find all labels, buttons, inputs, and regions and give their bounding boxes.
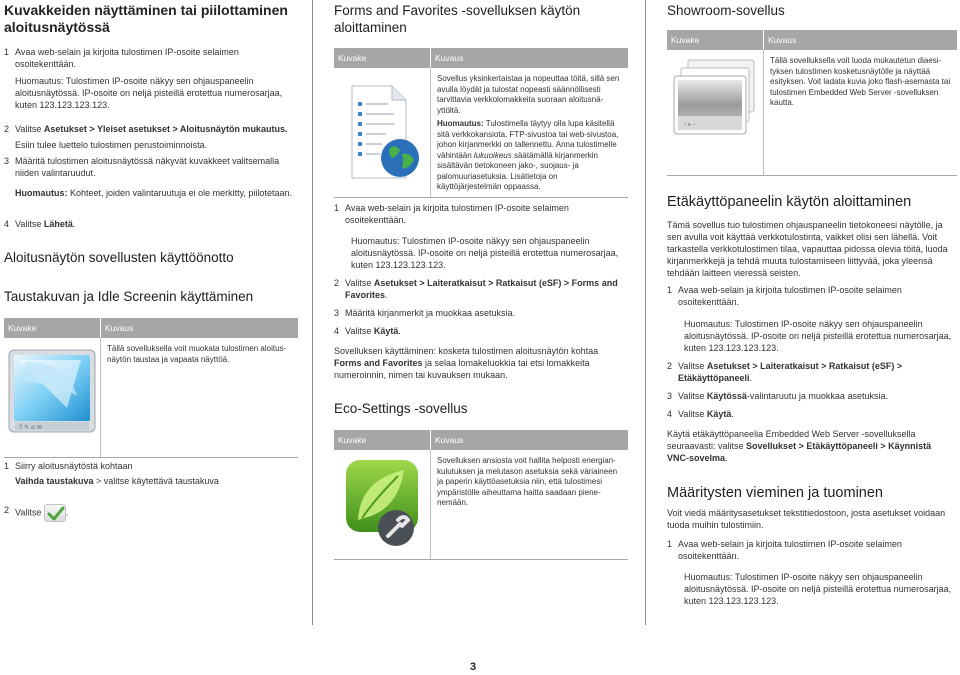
- note-ip: Huomautus: Tulostimen IP-osoite näkyy sen ohjauspaneelin aloitusnäytössä. IP-osoite on neljä pisteillä erotettua numerosarjaa, kuten 123.123.123.123.: [684, 319, 952, 353]
- step-2-subtext: Esiin tulee luettelo tulostimen perustoiminnoista.: [15, 140, 208, 150]
- table-header: [334, 48, 628, 68]
- table-row: [334, 450, 628, 560]
- table-header: [4, 318, 298, 338]
- step-number: 1: [667, 539, 673, 549]
- icon-table-showroom: [667, 30, 957, 176]
- icon-table-eco: [334, 430, 628, 560]
- step-number: 1: [4, 47, 10, 57]
- step-number: 2: [334, 278, 340, 288]
- showroom-app-icon: [667, 50, 764, 175]
- forms-step-4: [334, 325, 624, 337]
- bg-step-2: [4, 504, 124, 522]
- note-text: Kohteet, joiden valintaruutuja ei ole merkitty, piilotetaan.: [67, 188, 292, 198]
- step-number: 2: [4, 505, 10, 515]
- header-description: Kuvaus: [105, 323, 134, 333]
- section-title-forms: Forms and Favorites -sovelluksen käytön aloittaminen: [334, 3, 581, 35]
- icon-table-forms: [334, 48, 628, 198]
- note-hidden-items: [15, 187, 293, 199]
- description-note: [437, 119, 622, 193]
- menu-item: Vaihda taustakuva: [15, 476, 94, 486]
- remote-step-3: [667, 390, 955, 402]
- paragraph-text: Sovelluksen käyttäminen: kosketa tulostimen aloitusnäytön kohtaa: [334, 346, 599, 356]
- remote-step-2: [667, 360, 955, 384]
- punctuation: .: [749, 373, 753, 383]
- step-number: 2: [4, 124, 10, 134]
- section-title-showroom: Showroom-sovellus: [667, 3, 785, 18]
- note-text: säätämällä kirjanmerkin sisältävän tietokoneen jako-, suojaus- ja palomuuriasetuksia. Lisätietoja on käyttöjärjestelmän oppaassa.: [437, 150, 598, 191]
- step-number: 4: [334, 326, 340, 336]
- column-divider: [312, 0, 313, 625]
- step-text: Valitse: [345, 278, 374, 288]
- table-row: [667, 50, 957, 176]
- step-number: 4: [4, 219, 10, 229]
- punctuation: .: [65, 507, 69, 518]
- header-icon: Kuvake: [334, 430, 431, 450]
- bg-step-1-path: [15, 475, 293, 487]
- step-number: 3: [4, 156, 10, 166]
- punctuation: .: [731, 409, 734, 419]
- action-label: Lähetä: [43, 219, 73, 229]
- punctuation: .: [385, 290, 388, 300]
- svg-text:? ✎ ⌂ ✉: ? ✎ ⌂ ✉: [19, 424, 42, 431]
- note-ip: Huomautus: Tulostimen IP-osoite näkyy sen ohjauspaneelin aloitusnäytössä. IP-osoite on neljä pisteillä erotettua numerosarjaa, kuten 123.123.123.123.: [351, 236, 619, 270]
- step-text: Määritä tulostimen aloitusnäytössä näkyvät kuvakkeet valitsemalla niiden valintaruudut.: [15, 156, 280, 178]
- showroom-app-description: Tällä sovelluksella voit luoda mukautetun diaesi-tyksen tulostimen kosketusnäytölle ja näyttää esityksen. Voit ladata kuvia joko flash-asemasta tai tulostimen Embedded Web Server -sovelluksen kautta.: [770, 56, 951, 107]
- table-row: [334, 68, 628, 198]
- step-text: Valitse: [15, 219, 44, 229]
- step-3: [4, 155, 294, 179]
- section-title-remote-panel: Etäkäyttöpaneelin käytön aloittaminen: [667, 194, 912, 210]
- remote-step-1: [667, 284, 955, 308]
- paragraph-text: Käytä etäkäyttöpaneelia Embedded Web Server -sovelluksella seuraavasti: valitse: [667, 429, 916, 451]
- forms-step-1: [334, 202, 624, 226]
- menu-path: Sovellukset > Etäkäyttöpaneeli > Käynnistä VNC-sovelma: [667, 441, 932, 463]
- step-text: -valintaruutu ja muokkaa asetuksia.: [746, 391, 888, 401]
- export-step-1: [667, 538, 955, 562]
- page-number: 3: [470, 661, 477, 673]
- note-ip: Huomautus: Tulostimen IP-osoite näkyy sen ohjauspaneelin aloitusnäytössä. IP-osoite on neljä pisteillä erotettua numerosarjaa, kuten 123.123.123.123.: [15, 76, 283, 110]
- step-text: > valitse käytettävä taustakuva: [93, 476, 219, 486]
- table-header: [667, 30, 957, 50]
- eco-app-icon: [334, 450, 431, 559]
- step-text: Määritä kirjanmerkit ja muokkaa asetuksia.: [345, 308, 516, 318]
- description-text: Sovellus yksinkertaistaa ja nopeuttaa töitä, sillä sen avulla löydät ja tulostat nopeasti säännöllisesti tarvittavia verkkolomakkeita suoraan aloitusnä-yttöltä.: [437, 74, 620, 115]
- section-title-export-import: Määritysten vieminen ja tuominen: [667, 485, 883, 501]
- table-row: [4, 338, 298, 458]
- step-text: Avaa web-selain ja kirjoita tulostimen IP-osoite selaimen osoitekenttään.: [15, 47, 239, 69]
- step-number: 1: [4, 461, 10, 471]
- step-number: 4: [667, 409, 673, 419]
- checkmark-icon: [44, 504, 66, 522]
- eco-app-description: Sovelluksen ansiosta voit hallita helposti energian-kulutuksen ja melutason asetuksia sekä väriaineen ja paperin käyttöasetuksia niin, että tulostimesi ympäristölle aiheuttama haitta saadaan piene-nemään.: [437, 456, 618, 507]
- step-number: 2: [667, 361, 673, 371]
- bg-step-1: [4, 460, 294, 472]
- step-number: 3: [334, 308, 340, 318]
- section-title-eco: Eco-Settings -sovellus: [334, 401, 468, 416]
- column-divider: [645, 0, 646, 625]
- step-text: Avaa web-selain ja kirjoita tulostimen IP-osoite selaimen osoitekenttään.: [678, 539, 902, 561]
- menu-path: Asetukset > Laiteratkaisut > Ratkaisut (eSF) > Forms and Favorites: [345, 278, 618, 300]
- section-title-apps: Aloitusnäytön sovellusten käyttöönotto: [4, 250, 234, 265]
- svg-text:‹ ▸ ›: ‹ ▸ ›: [684, 121, 696, 128]
- step-text: Valitse: [15, 124, 44, 134]
- punctuation: .: [398, 326, 401, 336]
- action-label: Käytä: [706, 409, 732, 419]
- step-number: 1: [667, 285, 673, 295]
- paragraph-text: ja selaa lomakeluokkia tai etsi lomakkeita numeroinnin, nimen tai kuvauksen mukaan.: [334, 358, 590, 380]
- forms-app-icon: [334, 68, 431, 197]
- step-text: Siirry aloitusnäytöstä kohtaan: [15, 461, 133, 471]
- table-header: [334, 430, 628, 450]
- step-number: 3: [667, 391, 673, 401]
- header-icon: Kuvake: [334, 48, 431, 68]
- menu-path: Asetukset > Yleiset asetukset > Aloitusnäytön mukautus.: [43, 124, 288, 134]
- export-paragraph: Voit viedä määritysasetukset tekstitiedostoon, josta asetukset voidaan tuoda muihin tulostimiin.: [667, 508, 946, 530]
- step-2: [4, 123, 294, 135]
- punctuation: .: [725, 453, 728, 463]
- step-1: [4, 46, 294, 70]
- ews-paragraph: [667, 428, 955, 464]
- header-description: Kuvaus: [435, 435, 464, 445]
- header-icon: Kuvake: [4, 318, 101, 338]
- section-title-background: Taustakuvan ja Idle Screenin käyttäminen: [4, 289, 254, 304]
- app-name: Forms and Favorites: [334, 358, 423, 368]
- header-icon: Kuvake: [667, 30, 764, 50]
- header-description: Kuvaus: [768, 35, 797, 45]
- forms-step-3: [334, 307, 624, 319]
- forms-step-2: [334, 277, 624, 301]
- action-label: Käytä: [373, 326, 399, 336]
- step-4: [4, 218, 294, 230]
- punctuation: .: [72, 219, 76, 229]
- icon-table-background: [4, 318, 298, 458]
- note-label: Huomautus:: [15, 188, 68, 198]
- background-app-description: Tällä sovelluksella voit muokata tulostimen aloitus-näytön taustaa ja vapaata näyttöä.: [107, 344, 287, 364]
- step-text: Valitse: [678, 391, 707, 401]
- note-text: Tulostimella täytyy olla lupa käsitellä sitä verkkokansiota, FTP-sivustoa tai web-sivustoa, johon kirjanmerkki on tallennettu. Anna tulostimelle vähintään: [437, 119, 619, 160]
- step-text: Valitse: [678, 409, 707, 419]
- note-label: Huomautus:: [437, 119, 484, 128]
- step-text: Valitse: [678, 361, 707, 371]
- step-text: Avaa web-selain ja kirjoita tulostimen IP-osoite selaimen osoitekenttään.: [678, 285, 902, 307]
- remote-panel-paragraph: Tämä sovellus tuo tulostimen ohjauspaneelin tietokoneesi näytölle, ja sen avulla voit käyttää verkkotulostinta, vaikket olisi sen lähellä. Voit tarkastella verkkotulostimen tilaa, vapauttaa pidossa olevia töitä, luoda kirjanmerkkejä ja tehdä muuta tulostamiseen liittyvää, joka yleensä tehdään laitteen vieressä seisten.: [667, 220, 948, 278]
- remote-step-4: [667, 408, 955, 420]
- forms-app-description: [431, 68, 628, 197]
- step-number: 1: [334, 203, 340, 213]
- header-description: Kuvaus: [435, 53, 464, 63]
- note-emphasis: lukuoikeus: [473, 150, 512, 160]
- step-text: Valitse: [15, 507, 44, 518]
- menu-path: Asetukset > Laiteratkaisut > Ratkaisut (eSF) > Etäkäyttöpaneeli: [678, 361, 903, 383]
- note-ip: Huomautus: Tulostimen IP-osoite näkyy sen ohjauspaneelin aloitusnäytössä. IP-osoite on neljä pisteillä erotettua numerosarjaa, kuten 123.123.123.123.: [684, 572, 952, 606]
- step-text: Avaa web-selain ja kirjoita tulostimen IP-osoite selaimen osoitekenttään.: [345, 203, 569, 225]
- forms-usage-paragraph: [334, 345, 624, 381]
- option-name: Käytössä: [706, 391, 747, 401]
- section-title-icons: Kuvakkeiden näyttäminen tai piilottaminen aloitusnäytössä: [4, 2, 288, 35]
- step-text: Valitse: [345, 326, 374, 336]
- background-app-icon: [4, 338, 101, 457]
